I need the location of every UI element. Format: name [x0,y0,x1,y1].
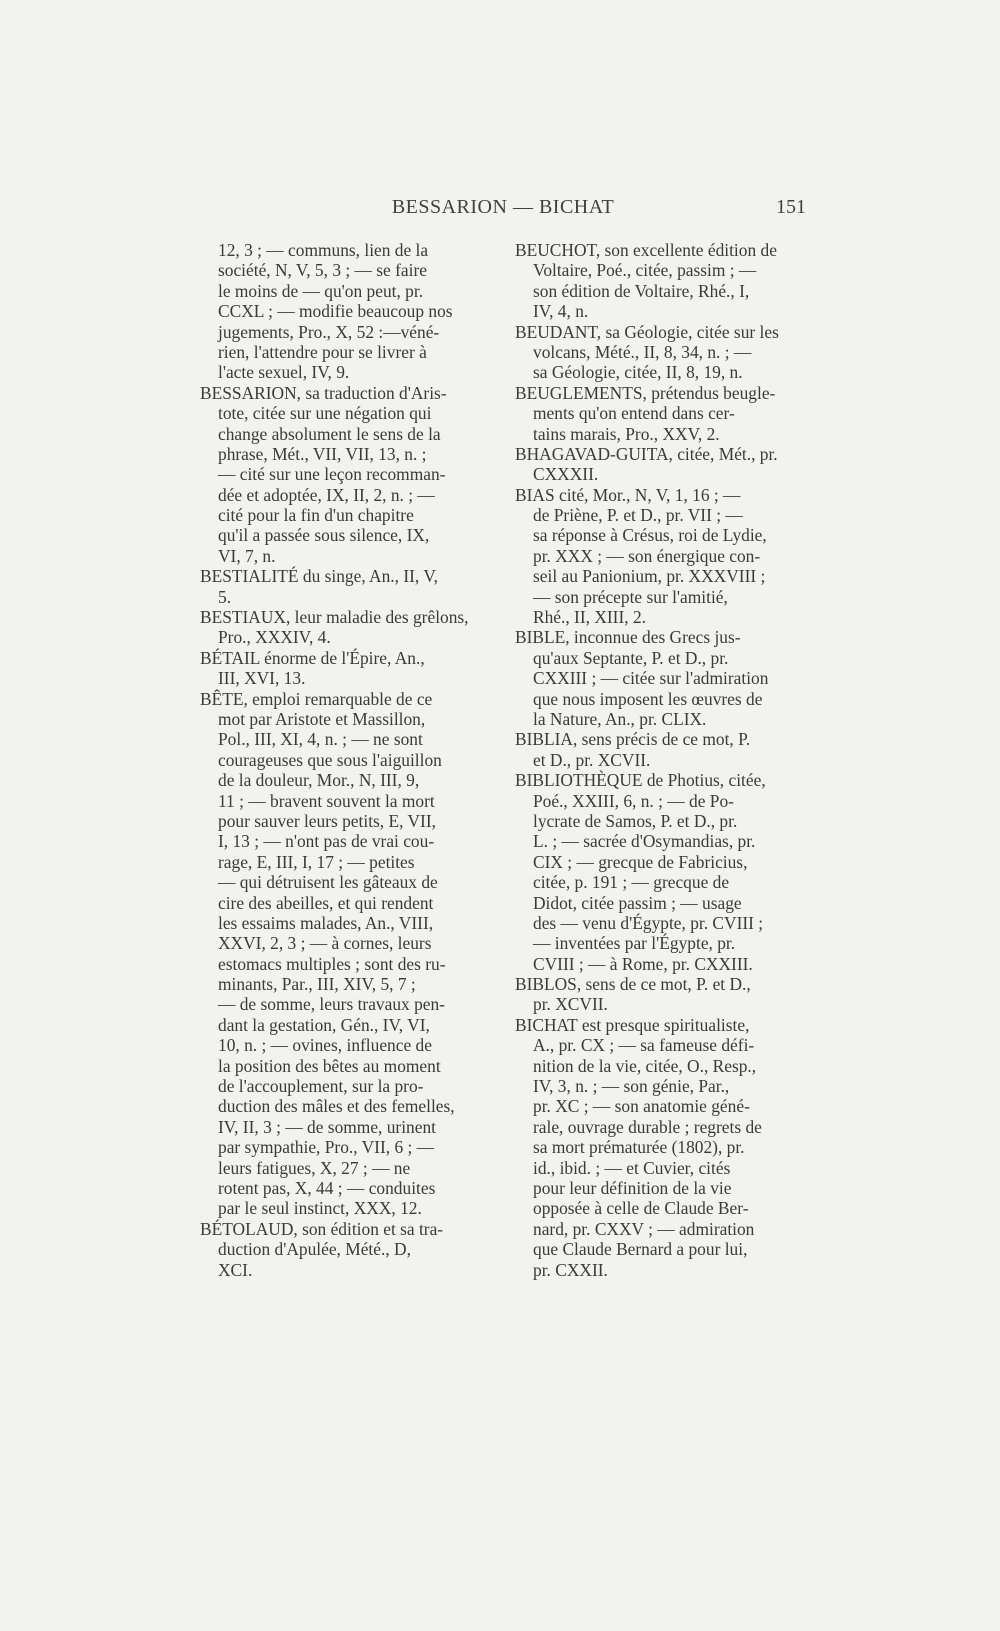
index-line: BÉTOLAUD, son édition et sa tra- [200,1218,444,1239]
index-line: dant la gestation, Gén., IV, VI, [218,1014,430,1035]
index-line: XXVI, 2, 3 ; — à cornes, leurs [218,933,432,954]
index-line: BESSARION, sa traduction d'Aris- [200,382,447,403]
index-line: qu'aux Septante, P. et D., pr. [533,647,729,668]
index-line: lycrate de Samos, P. et D., pr. [533,810,738,831]
index-line: pour leur définition de la vie [533,1177,732,1198]
index-line: BESTIALITÉ du singe, An., II, V, [200,566,438,587]
index-line: — de somme, leurs travaux pen- [218,994,445,1015]
index-line: duction des mâles et des femelles, [218,1096,455,1117]
index-line: rotent pas, X, 44 ; — conduites [218,1177,436,1198]
index-line: duction d'Apulée, Mété., D, [218,1239,411,1260]
index-line: IV, 3, n. ; — son génie, Par., [533,1076,730,1097]
index-line: VI, 7, n. [218,545,276,566]
index-line: — son précepte sur l'amitié, [533,586,728,607]
index-line: tote, citée sur une négation qui [218,403,432,424]
index-line: nard, pr. CXXV ; — admiration [533,1218,755,1239]
index-line: courageuses que sous l'aiguillon [218,749,442,770]
index-line: BIBLIOTHÈQUE de Photius, citée, [515,770,766,791]
index-line: BIBLOS, sens de ce mot, P. et D., [515,974,751,995]
index-line: pr. XCVII. [533,994,608,1015]
index-line: pr. XXX ; — son énergique con- [533,545,761,566]
index-line: BIBLIA, sens précis de ce mot, P. [515,729,751,750]
index-line: tains marais, Pro., XXV, 2. [533,423,720,444]
right-column [515,240,805,1280]
running-title: BESSARION — BICHAT [391,196,615,218]
index-line: CXXIII ; — citée sur l'admiration [533,668,769,689]
index-line: opposée à celle de Claude Ber- [533,1198,749,1219]
index-line: CCXL ; — modifie beaucoup nos [218,301,453,322]
index-line: par le seul instinct, XXX, 12. [218,1198,422,1219]
index-line: jugements, Pro., X, 52 :—véné- [218,321,440,342]
index-line: que Claude Bernard a pour lui, [533,1239,748,1260]
index-line: BIBLE, inconnue des Grecs jus- [515,627,741,648]
index-line: seil au Panionium, pr. XXXVIII ; [533,566,766,587]
index-line: rage, E, III, I, 17 ; — petites [218,851,415,872]
index-line: ments qu'on entend dans cer- [533,403,735,424]
index-line: des — venu d'Égypte, pr. CVIII ; [533,912,764,933]
index-line: rale, ouvrage durable ; regrets de [533,1116,762,1137]
index-line: sa Géologie, citée, II, 8, 19, n. [533,362,743,383]
index-line: Voltaire, Poé., citée, passim ; — [533,260,757,281]
index-line: Pro., XXXIV, 4. [218,627,331,648]
index-line: Rhé., II, XIII, 2. [533,607,647,628]
index-line: I, 13 ; — n'ont pas de vrai cou- [218,831,435,852]
index-line: — qui détruisent les gâteaux de [218,872,438,893]
index-line: Didot, citée passim ; — usage [533,892,742,913]
index-line: le moins de — qu'on peut, pr. [218,280,424,301]
index-line: XCI. [218,1259,253,1280]
index-line: la position des bêtes au moment [218,1055,441,1076]
index-line: CVIII ; — à Rome, pr. CXXIII. [533,953,753,974]
index-line: A., pr. CX ; — sa fameuse défi- [533,1035,755,1056]
index-line: sa réponse à Crésus, roi de Lydie, [533,525,767,546]
index-line: BÉTAIL énorme de l'Épire, An., [200,647,425,668]
index-line: société, N, V, 5, 3 ; — se faire [218,260,427,281]
index-line: par sympathie, Pro., VII, 6 ; — [218,1137,435,1158]
index-line: Pol., III, XI, 4, n. ; — ne sont [218,729,423,750]
index-line: IV, II, 3 ; — de somme, urinent [218,1116,436,1137]
index-line: rien, l'attendre pour se livrer à [218,341,427,362]
index-line: 10, n. ; — ovines, influence de [218,1035,432,1056]
index-line: CIX ; — grecque de Fabricius, [533,851,748,872]
index-line: III, XVI, 13. [218,668,306,689]
page-header [200,196,806,230]
index-line: citée, p. 191 ; — grecque de [533,872,730,893]
index-line: 5. [218,586,232,607]
index-line: BEUDANT, sa Géologie, citée sur les [515,321,779,342]
index-line: pour sauver leurs petits, E, VII, [218,810,436,831]
index-line: IV, 4, n. [533,301,589,322]
page-number: 151 [776,196,806,218]
index-line: que nous imposent les œuvres de [533,688,763,709]
index-line: BESTIAUX, leur maladie des grêlons, [200,607,469,628]
index-line: mot par Aristote et Massillon, [218,708,426,729]
index-line: — inventées par l'Égypte, pr. [533,933,736,954]
index-line: cire des abeilles, et qui rendent [218,892,434,913]
index-line: de la douleur, Mor., N, III, 9, [218,770,420,791]
index-line: dée et adoptée, IX, II, 2, n. ; — [218,484,435,505]
index-line: et D., pr. XCVII. [533,749,651,770]
index-line: nition de la vie, citée, O., Resp., [533,1055,757,1076]
index-line: BÊTE, emploi remarquable de ce [200,688,433,709]
index-line: de l'accouplement, sur la pro- [218,1076,424,1097]
index-line: son édition de Voltaire, Rhé., I, [533,280,750,301]
index-line: sa mort prématurée (1802), pr. [533,1137,745,1158]
index-line: L. ; — sacrée d'Osymandias, pr. [533,831,756,852]
index-line: estomacs multiples ; sont des ru- [218,953,446,974]
index-line: 11 ; — bravent souvent la mort [218,790,435,811]
index-line: les essaims malades, An., VIII, [218,912,434,933]
index-line: CXXXII. [533,464,599,485]
index-line: phrase, Mét., VII, VII, 13, n. ; [218,443,427,464]
index-line: qu'il a passée sous silence, IX, [218,525,430,546]
index-line: BHAGAVAD-GUITA, citée, Mét., pr. [515,443,778,464]
index-line: BEUCHOT, son excellente édition de [515,240,777,260]
index-line: leurs fatigues, X, 27 ; — ne [218,1157,411,1178]
index-line: la Nature, An., pr. CLIX. [533,708,707,729]
left-column [200,240,490,1280]
index-line: — cité sur une leçon recomman- [218,464,446,485]
index-line: pr. CXXII. [533,1259,608,1280]
index-line: change absolument le sens de la [218,423,441,444]
index-line: volcans, Mété., II, 8, 34, n. ; — [533,341,752,362]
index-line: BEUGLEMENTS, prétendus beugle- [515,382,776,403]
index-line: l'acte sexuel, IV, 9. [218,362,350,383]
index-line: pr. XC ; — son anatomie géné- [533,1096,750,1117]
index-line: cité pour la fin d'un chapitre [218,505,414,526]
index-line: Poé., XXIII, 6, n. ; — de Po- [533,790,734,811]
index-line: minants, Par., III, XIV, 5, 7 ; [218,974,416,995]
index-line: id., ibid. ; — et Cuvier, cités [533,1157,731,1178]
index-line: BIAS cité, Mor., N, V, 1, 16 ; — [515,484,741,505]
index-line: de Priène, P. et D., pr. VII ; — [533,505,743,526]
index-line: BICHAT est presque spiritualiste, [515,1014,750,1035]
index-line: 12, 3 ; — communs, lien de la [218,240,429,260]
